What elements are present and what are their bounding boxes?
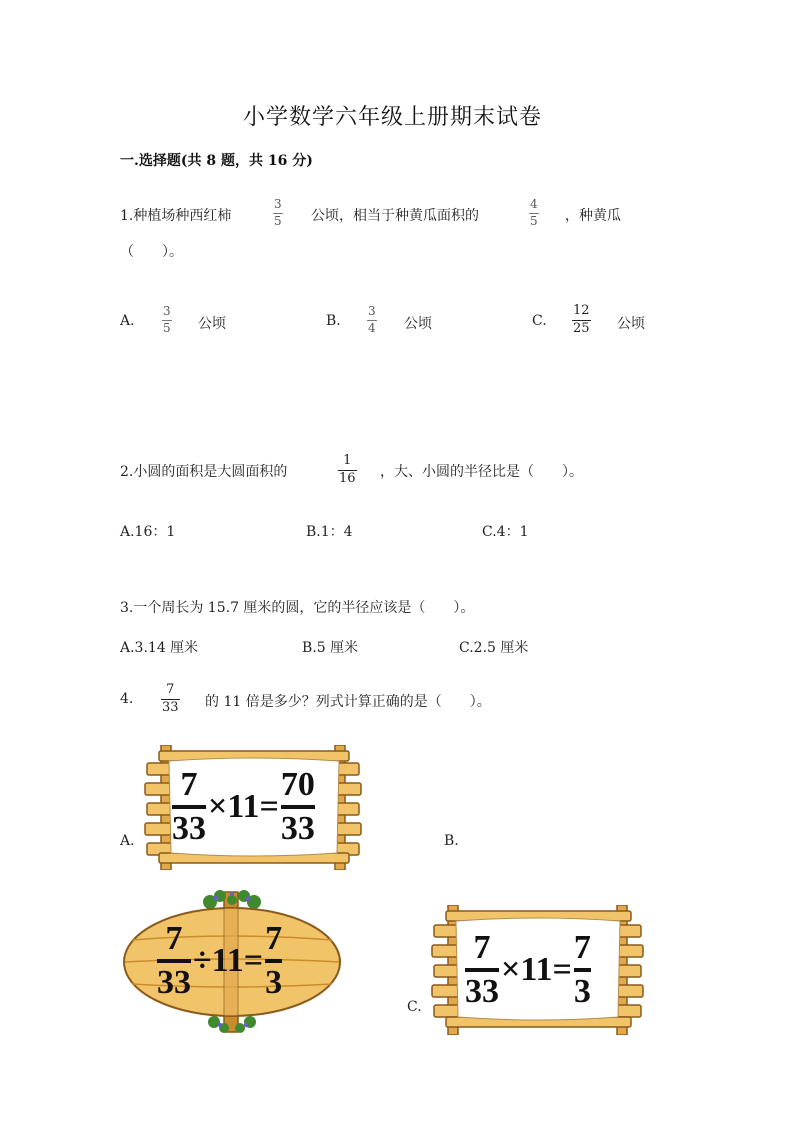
page-title: 小学数学六年级上册期末试卷 — [243, 105, 543, 130]
q4-option-b-letter[interactable]: B. — [444, 833, 459, 849]
sign-operator: ÷11= — [193, 942, 264, 979]
fraction-denominator: 4 — [368, 320, 376, 335]
q4-option-a-letter[interactable]: A. — [120, 833, 135, 849]
fraction-numerator: 3 — [368, 304, 376, 318]
denominator: 3 — [573, 973, 591, 1010]
q4-text: 的 11 倍是多少？列式计算正确的是（ ）。 — [205, 694, 491, 710]
numerator: 7 — [165, 920, 183, 957]
fraction-numerator: 4 — [530, 197, 538, 211]
q2-option-a[interactable]: A.16：1 — [120, 524, 176, 540]
q1-option-a-unit: 公顷 — [198, 316, 226, 332]
sign-operator: ×11= — [208, 788, 279, 825]
sign-fraction-left — [465, 931, 499, 1009]
q1-option-c-fraction[interactable] — [572, 304, 591, 337]
fraction-numerator: 12 — [573, 303, 590, 318]
fraction-denominator: 5 — [530, 213, 538, 228]
fraction-numerator: 7 — [166, 682, 175, 697]
q1-suffix: ，种黄瓜 — [565, 208, 621, 224]
numerator: 70 — [280, 766, 315, 803]
q2-prefix: 2.小圆的面积是大圆面积的 — [120, 464, 288, 480]
fraction-numerator: 3 — [274, 197, 282, 211]
denominator: 3 — [265, 964, 283, 1001]
q1-option-c-unit: 公顷 — [617, 316, 645, 332]
q2-suffix: ，大、小圆的半径比是（ ）。 — [380, 464, 583, 480]
q3-text: 3.一个周长为 15.7 厘米的圆，它的半径应该是（ ）。 — [120, 600, 475, 616]
sign-fraction-right — [281, 768, 315, 846]
sign-fraction-left — [172, 768, 206, 846]
denominator: 33 — [280, 810, 315, 847]
q3-option-a[interactable]: A.3.14 厘米 — [120, 640, 199, 656]
q1-answer-blank: （ ）。 — [120, 244, 183, 260]
denominator: 33 — [172, 810, 206, 847]
q3-option-b[interactable]: B.5 厘米 — [302, 640, 359, 656]
q1-option-a-fraction[interactable] — [162, 305, 172, 336]
q1-fraction-1 — [273, 198, 283, 229]
fraction-denominator: 5 — [274, 213, 282, 228]
q4-option-b-expression — [157, 916, 282, 1006]
fraction-denominator: 16 — [339, 470, 356, 486]
q1-option-c-letter[interactable]: C. — [532, 313, 547, 329]
sign-operator: ×11= — [501, 951, 572, 988]
q4-option-c-expression — [465, 925, 591, 1015]
q4-option-a-expression — [172, 762, 315, 852]
q1-option-a-letter[interactable]: A. — [120, 313, 135, 329]
numerator: 7 — [473, 929, 491, 966]
q1-mid: 公顷，相当于种黄瓜面积的 — [311, 208, 479, 224]
q2-option-c[interactable]: C.4：1 — [482, 524, 529, 540]
fraction-denominator: 33 — [162, 699, 179, 715]
q2-fraction — [338, 454, 357, 487]
fraction-denominator: 5 — [163, 320, 171, 335]
sign-fraction-right — [574, 931, 591, 1009]
fraction-numerator: 3 — [163, 304, 171, 318]
q4-fraction — [161, 683, 180, 716]
q1-prefix: 1.种植场种西红柿 — [120, 208, 232, 224]
sign-fraction-right — [265, 922, 282, 1000]
section-header: 一.选择题(共 8 题，共 16 分) — [120, 153, 313, 169]
denominator: 33 — [157, 964, 191, 1001]
numerator: 7 — [573, 929, 591, 966]
q4-option-c-letter[interactable]: C. — [407, 999, 422, 1015]
numerator: 7 — [180, 766, 198, 803]
q3-option-c[interactable]: C.2.5 厘米 — [459, 640, 529, 656]
q1-option-b-fraction[interactable] — [367, 305, 377, 336]
q2-option-b[interactable]: B.1：4 — [306, 524, 353, 540]
q1-fraction-2 — [529, 198, 539, 229]
q1-option-b-letter[interactable]: B. — [326, 313, 341, 329]
fraction-numerator: 1 — [343, 453, 352, 468]
q1-option-b-unit: 公顷 — [404, 316, 432, 332]
denominator: 33 — [465, 973, 499, 1010]
fraction-denominator: 25 — [573, 320, 590, 336]
numerator: 7 — [265, 920, 283, 957]
q4-number: 4. — [120, 691, 134, 707]
sign-fraction-left — [157, 922, 191, 1000]
